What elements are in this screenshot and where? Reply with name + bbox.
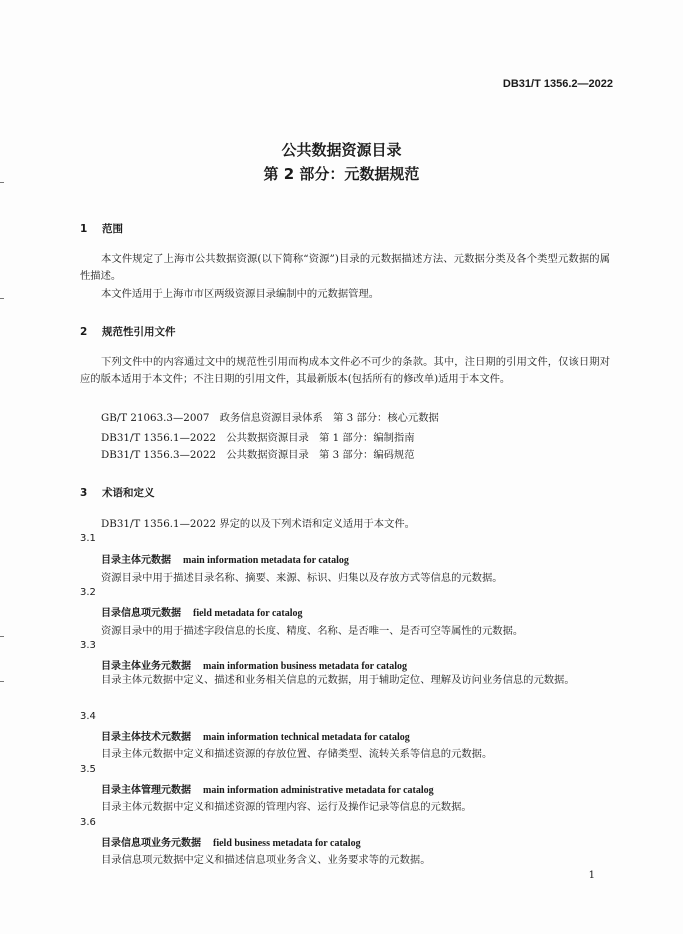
scope-paragraph-2: 本文件适用于上海市市区两级资源目录编制中的元数据管理。 bbox=[101, 288, 380, 300]
term-heading: 目录主体元数据 main information metadata for catalog bbox=[101, 555, 349, 566]
references-intro: 下列文件中的内容通过文中的规范性引用而构成本文件必不可少的条款。其中，注日期的引用文件，仅该日期对应的版本适用于本文件；不注日期的引用文件，其最新版本(包括所有的修改单)适用于本文件。 bbox=[80, 356, 610, 385]
term-heading: 目录主体技术元数据 main information technical metadata for catalog bbox=[101, 732, 410, 743]
term-definition: 目录主体元数据中定义和描述资源的存放位置、存储类型、流转关系等信息的元数据。 bbox=[101, 748, 493, 760]
term-definition: 目录信息项元数据中定义和描述信息项业务含义、业务要求等的元数据。 bbox=[101, 854, 431, 866]
section-heading-terms: 3 术语和定义 bbox=[80, 487, 155, 499]
document-number: DB31/T 1356.2—2022 bbox=[502, 78, 613, 90]
term-definition: 目录主体元数据中定义和描述资源的管理内容、运行及操作记录等信息的元数据。 bbox=[101, 801, 472, 813]
terms-intro: DB31/T 1356.1—2022 界定的以及下列术语和定义适用于本文件。 bbox=[101, 518, 415, 530]
term-heading: 目录主体管理元数据 main information administrative metadata for catalog bbox=[101, 785, 434, 796]
term-number: 3.3 bbox=[80, 640, 96, 651]
term-heading: 目录信息项元数据 field metadata for catalog bbox=[101, 608, 303, 619]
scan-mark bbox=[0, 636, 4, 637]
document-title: 公共数据资源目录 bbox=[281, 141, 402, 159]
term-definition: 资源目录中用于描述目录名称、摘要、来源、标识、归集以及存放方式等信息的元数据。 bbox=[101, 572, 503, 584]
term-definition: 目录主体元数据中定义、描述和业务相关信息的元数据，用于辅助定位、理解及访问业务信息的元数据。 bbox=[101, 674, 575, 686]
scan-mark bbox=[0, 298, 4, 299]
reference-item: GB/T 21063.3—2007 政务信息资源目录体系 第 3 部分：核心元数据 bbox=[101, 412, 439, 424]
term-heading: 目录信息项业务元数据 field business metadata for catalog bbox=[101, 838, 361, 849]
term-number: 3.4 bbox=[80, 711, 96, 722]
term-number: 3.6 bbox=[80, 817, 96, 828]
reference-item: DB31/T 1356.3—2022 公共数据资源目录 第 3 部分：编码规范 bbox=[101, 449, 415, 461]
term-heading: 目录主体业务元数据 main information business metadata for catalog bbox=[101, 661, 407, 672]
document-subtitle: 第 2 部分：元数据规范 bbox=[263, 165, 420, 183]
term-number: 3.5 bbox=[80, 764, 96, 775]
term-number: 3.2 bbox=[80, 587, 96, 598]
term-definition: 资源目录中的用于描述字段信息的长度、精度、名称、是否唯一、是否可空等属性的元数据。 bbox=[101, 625, 524, 637]
term-number: 3.1 bbox=[80, 533, 96, 544]
scope-paragraph-1: 本文件规定了上海市公共数据资源(以下简称“资源”)目录的元数据描述方法、元数据分类及各个类型元数据的属性描述。 bbox=[80, 253, 610, 282]
page-number: 1 bbox=[588, 870, 595, 881]
scan-mark bbox=[0, 681, 4, 682]
section-heading-scope: 1 范围 bbox=[80, 223, 123, 235]
section-heading-references: 2 规范性引用文件 bbox=[80, 326, 176, 338]
reference-item: DB31/T 1356.1—2022 公共数据资源目录 第 1 部分：编制指南 bbox=[101, 432, 415, 444]
